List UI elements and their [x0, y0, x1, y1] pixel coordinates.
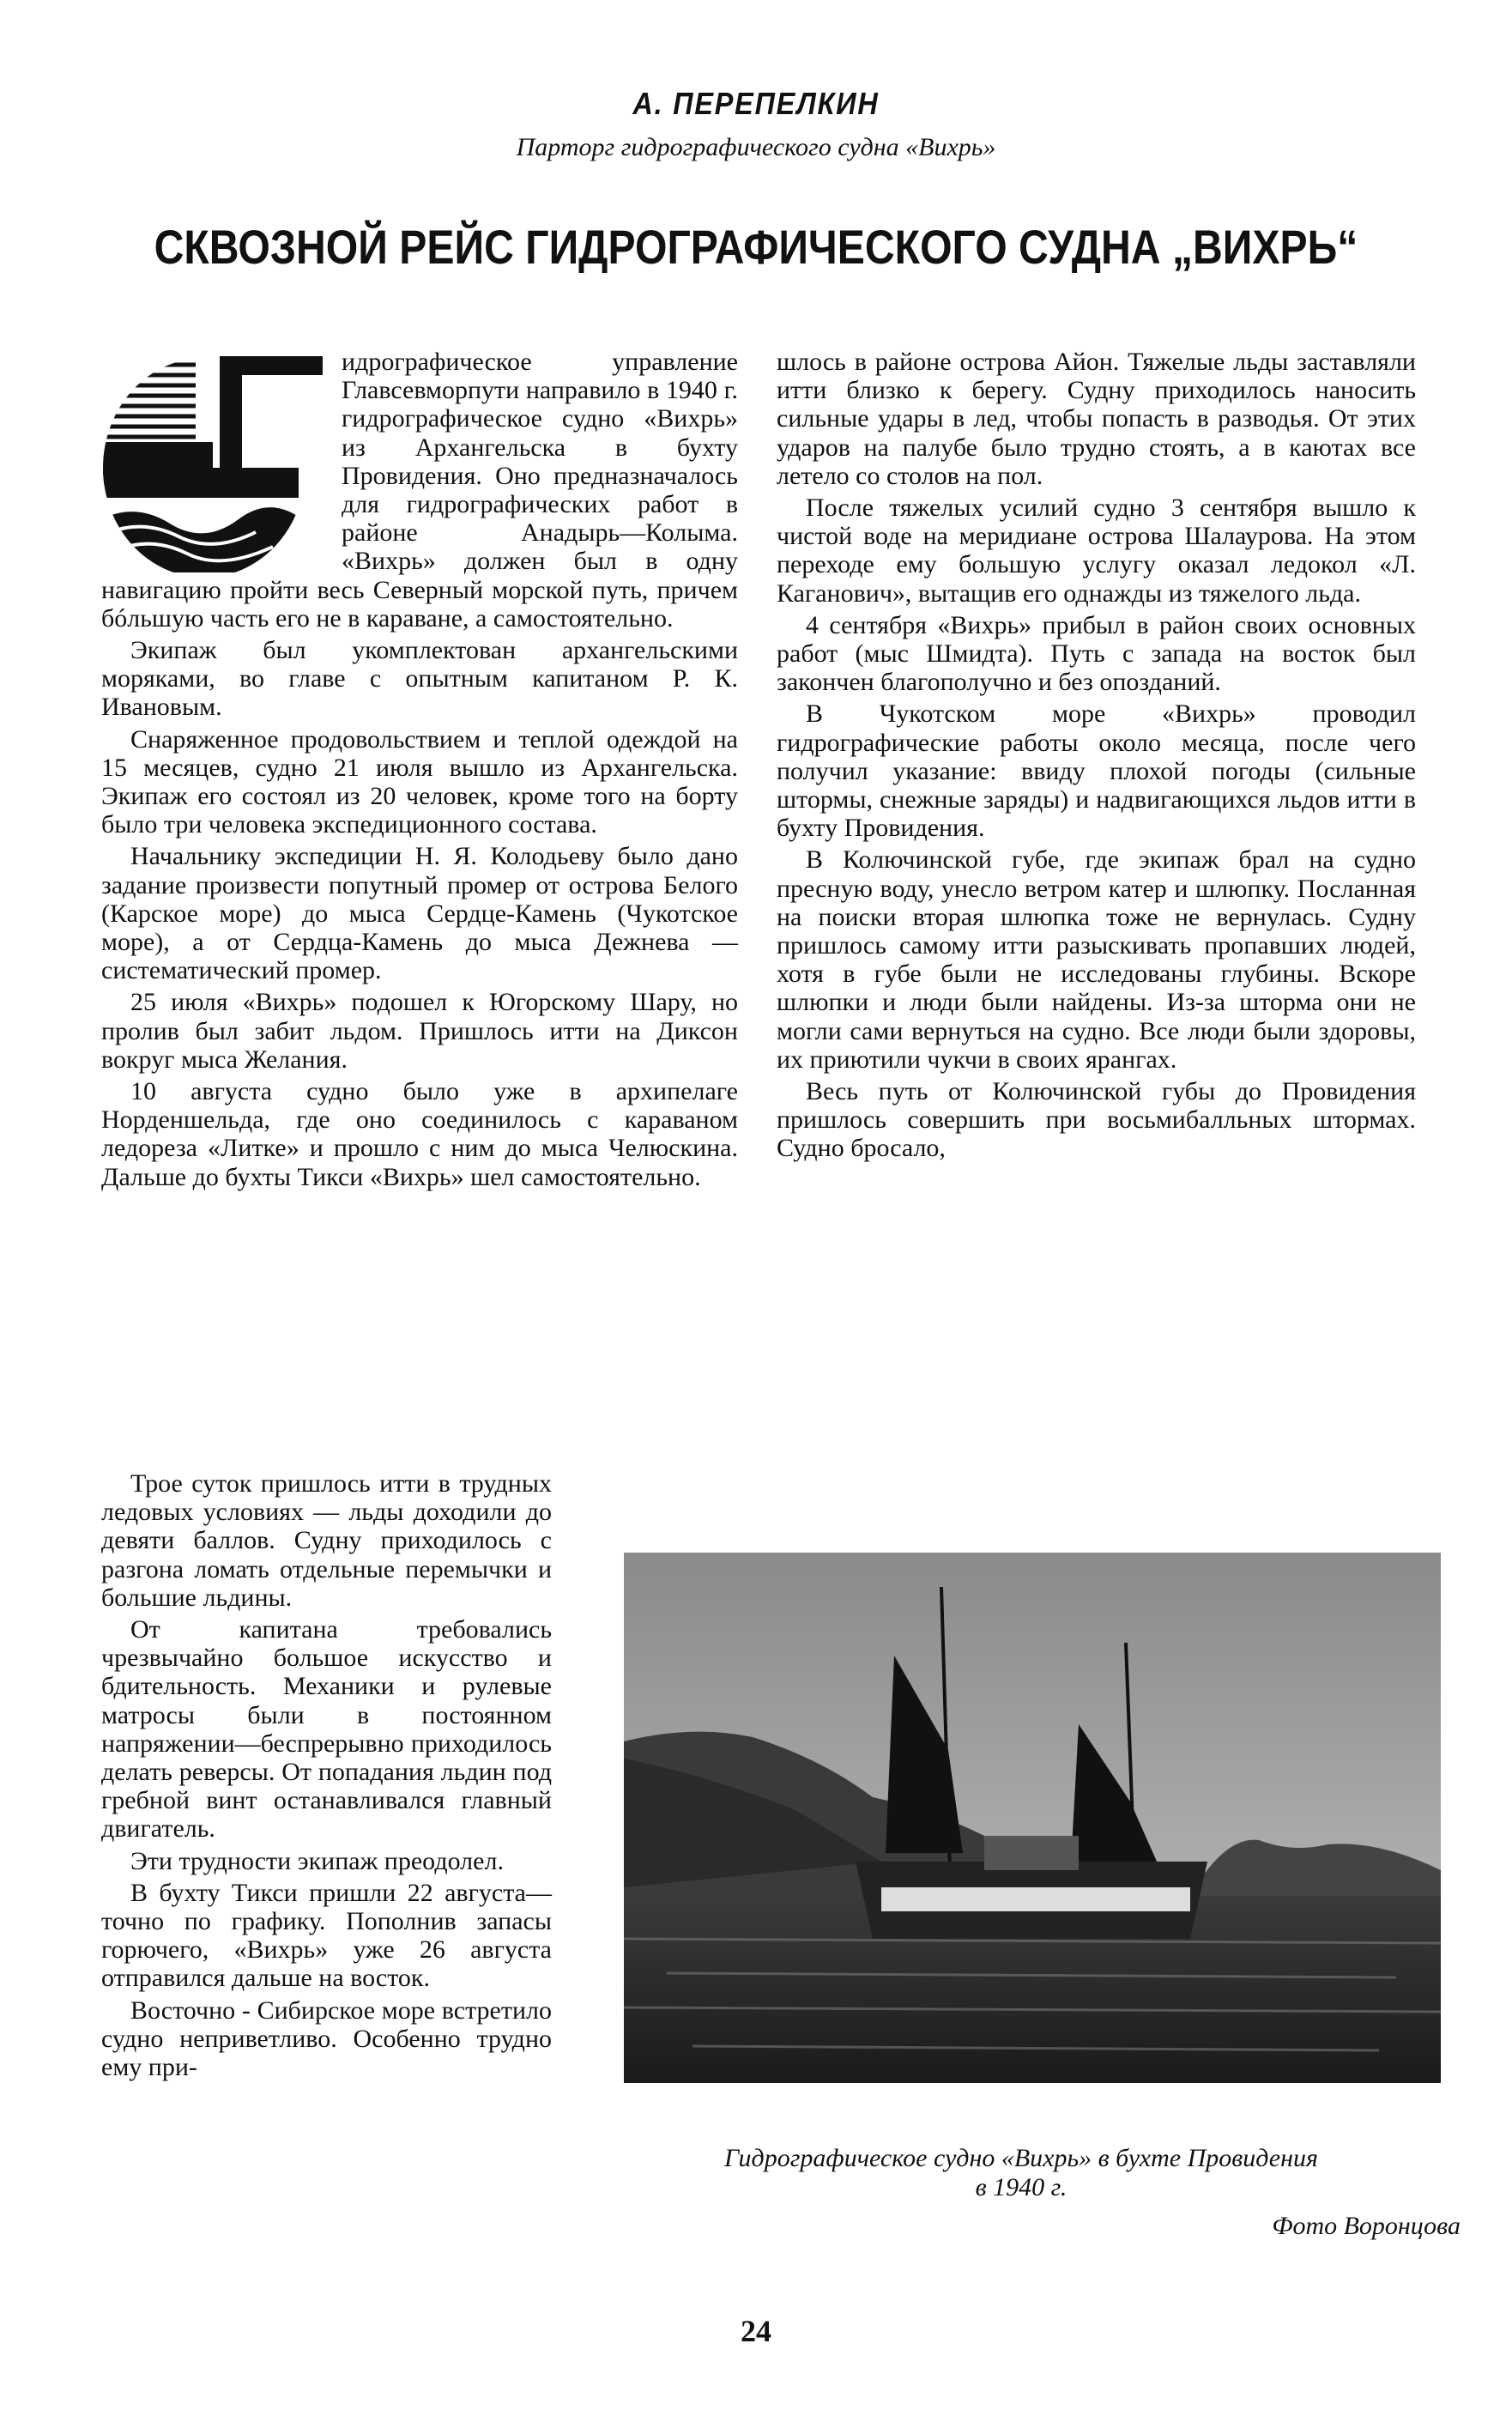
paragraph: Восточно - Сибирское море встретило судно неприветливо. Особенно трудно ему при-	[101, 1995, 552, 2082]
paragraph: После тяжелых усилий судно 3 сентября вышло к чистой воде на меридиане острова Шалаурова. На этом переходе ему большую услугу оказал ледокол «Л. Каганович», вытащив его однажды из тяжелого льда.	[777, 494, 1416, 608]
photo-credit: Фото Воронцова	[1272, 2212, 1461, 2240]
paragraph: 4 сентября «Вихрь» прибыл в район своих основных работ (мыс Шмидта). Путь с запада на восток был закончен благополучно и без опозданий.	[777, 610, 1416, 697]
paragraph: шлось в районе острова Айон. Тяжелые льды заставляли итти близко к берегу. Судну приходилось наносить сильные удары в лед, чтобы попасть в разводья. От этих ударов на палубе было трудно стоять, а в каютах все летело со столов на пол.	[777, 348, 1416, 490]
sailing-ship-image-icon	[624, 1553, 1441, 2083]
paragraph: В бухту Тикси пришли 22 августа—точно по графику. Пополнив запасы горючего, «Вихрь» уже 26 августа отправился дальше на восток.	[101, 1878, 552, 1993]
paragraph: От капитана требовались чрезвычайно большое искусство и бдительность. Механики и рулевые матросы были в постоянном напряжении—беспрерывно приходилось делать реверсы. От попадания льдин под гребной винт останавливался главный двигатель.	[101, 1615, 552, 1844]
ship-photo	[624, 1553, 1441, 2083]
paragraph: идрографическое управление Главсевморпути направило в 1940 г. гидрографическое судно «Вихрь» из Архангельска в бухту Провидения. Оно предназначалось для гидрографических работ в районе Анадырь—Колыма. «Вихрь» должен был в одну навигацию пройти весь Северный морской путь, причем бóльшую часть его не в караване, а самостоятельно.	[101, 348, 738, 633]
author-role: Парторг гидрографического судна «Вихрь»	[516, 133, 996, 161]
paragraph: В Чукотском море «Вихрь» проводил гидрографические работы около месяца, после чего получил указание: ввиду плохой погоды (сильные штормы, снежные заряды) и надвигающихся льдов итти в бухту Провидения.	[777, 699, 1416, 843]
caption-line-2: в 1940 г.	[975, 2173, 1067, 2201]
article-title: СКВОЗНОЙ РЕЙС ГИДРОГРАФИЧЕСКОГО СУДНА „ВИХРЬ“	[154, 220, 1358, 274]
left-column	[101, 348, 738, 1195]
paragraph: 25 июля «Вихрь» подошел к Югорскому Шару, но пролив был забит льдом. Пришлось итти на Диксон вокруг мыса Желания.	[101, 988, 738, 1074]
caption-line-1: Гидрографическое судно «Вихрь» в бухте Провидения	[724, 2144, 1318, 2172]
paragraph: Трое суток пришлось итти в трудных ледовых условиях — льды доходили до девяти баллов. Судну приходилось с разгона ломать отдельные перемычки и большие льдины.	[101, 1469, 552, 1612]
photo-caption	[592, 2144, 1450, 2202]
paragraph: Начальнику экспедиции Н. Я. Колодьеву было дано задание произвести попутный промер от острова Белого (Карское море) до мыса Сердце-Камень (Чукотское море), а от Сердца-Камень до мыса Дежнева — систематический промер.	[101, 842, 738, 985]
dropcap-ship-illustration-icon	[101, 348, 331, 572]
article-author: А. ПЕРЕПЕЛКИН	[632, 86, 880, 121]
paragraph: Весь путь от Колючинской губы до Провидения пришлось совершить при восьмибалльных штормах. Судно бросало,	[777, 1077, 1416, 1163]
page-number: 24	[741, 2314, 771, 2348]
left-narrow-column	[101, 1469, 552, 2085]
paragraph: Снаряженное продовольствием и теплой одеждой на 15 месяцев, судно 21 июля вышло из Архангельска. Экипаж его состоял из 20 человек, кроме того на борту было три человека экспедиционного состава.	[101, 724, 738, 839]
paragraph: В Колючинской губе, где экипаж брал на судно пресную воду, унесло ветром катер и шлюпку. Посланная на поиски вторая шлюпка тоже не вернулась. Судну пришлось самому итти разыскивать пропавших людей, хотя в губе были не исследованы глубины. Вскоре шлюпки и люди были найдены. Из-за шторма они не могли сами вернуться на судно. Все люди были здоровы, их приютили чукчи в своих ярангах.	[777, 845, 1416, 1074]
paragraph: Эти трудности экипаж преодолел.	[130, 1846, 504, 1875]
paragraph: Экипаж был укомплектован архангельскими моряками, во главе с опытным капитаном Р. К. Ивановым.	[101, 636, 738, 722]
right-column	[777, 348, 1416, 1166]
paragraph: 10 августа судно было уже в архипелаге Норденшельда, где оно соединилось с караваном ледореза «Литке» и прошло с ним до мыса Челюскина. Дальше до бухты Тикси «Вихрь» шел самостоятельно.	[101, 1077, 738, 1191]
